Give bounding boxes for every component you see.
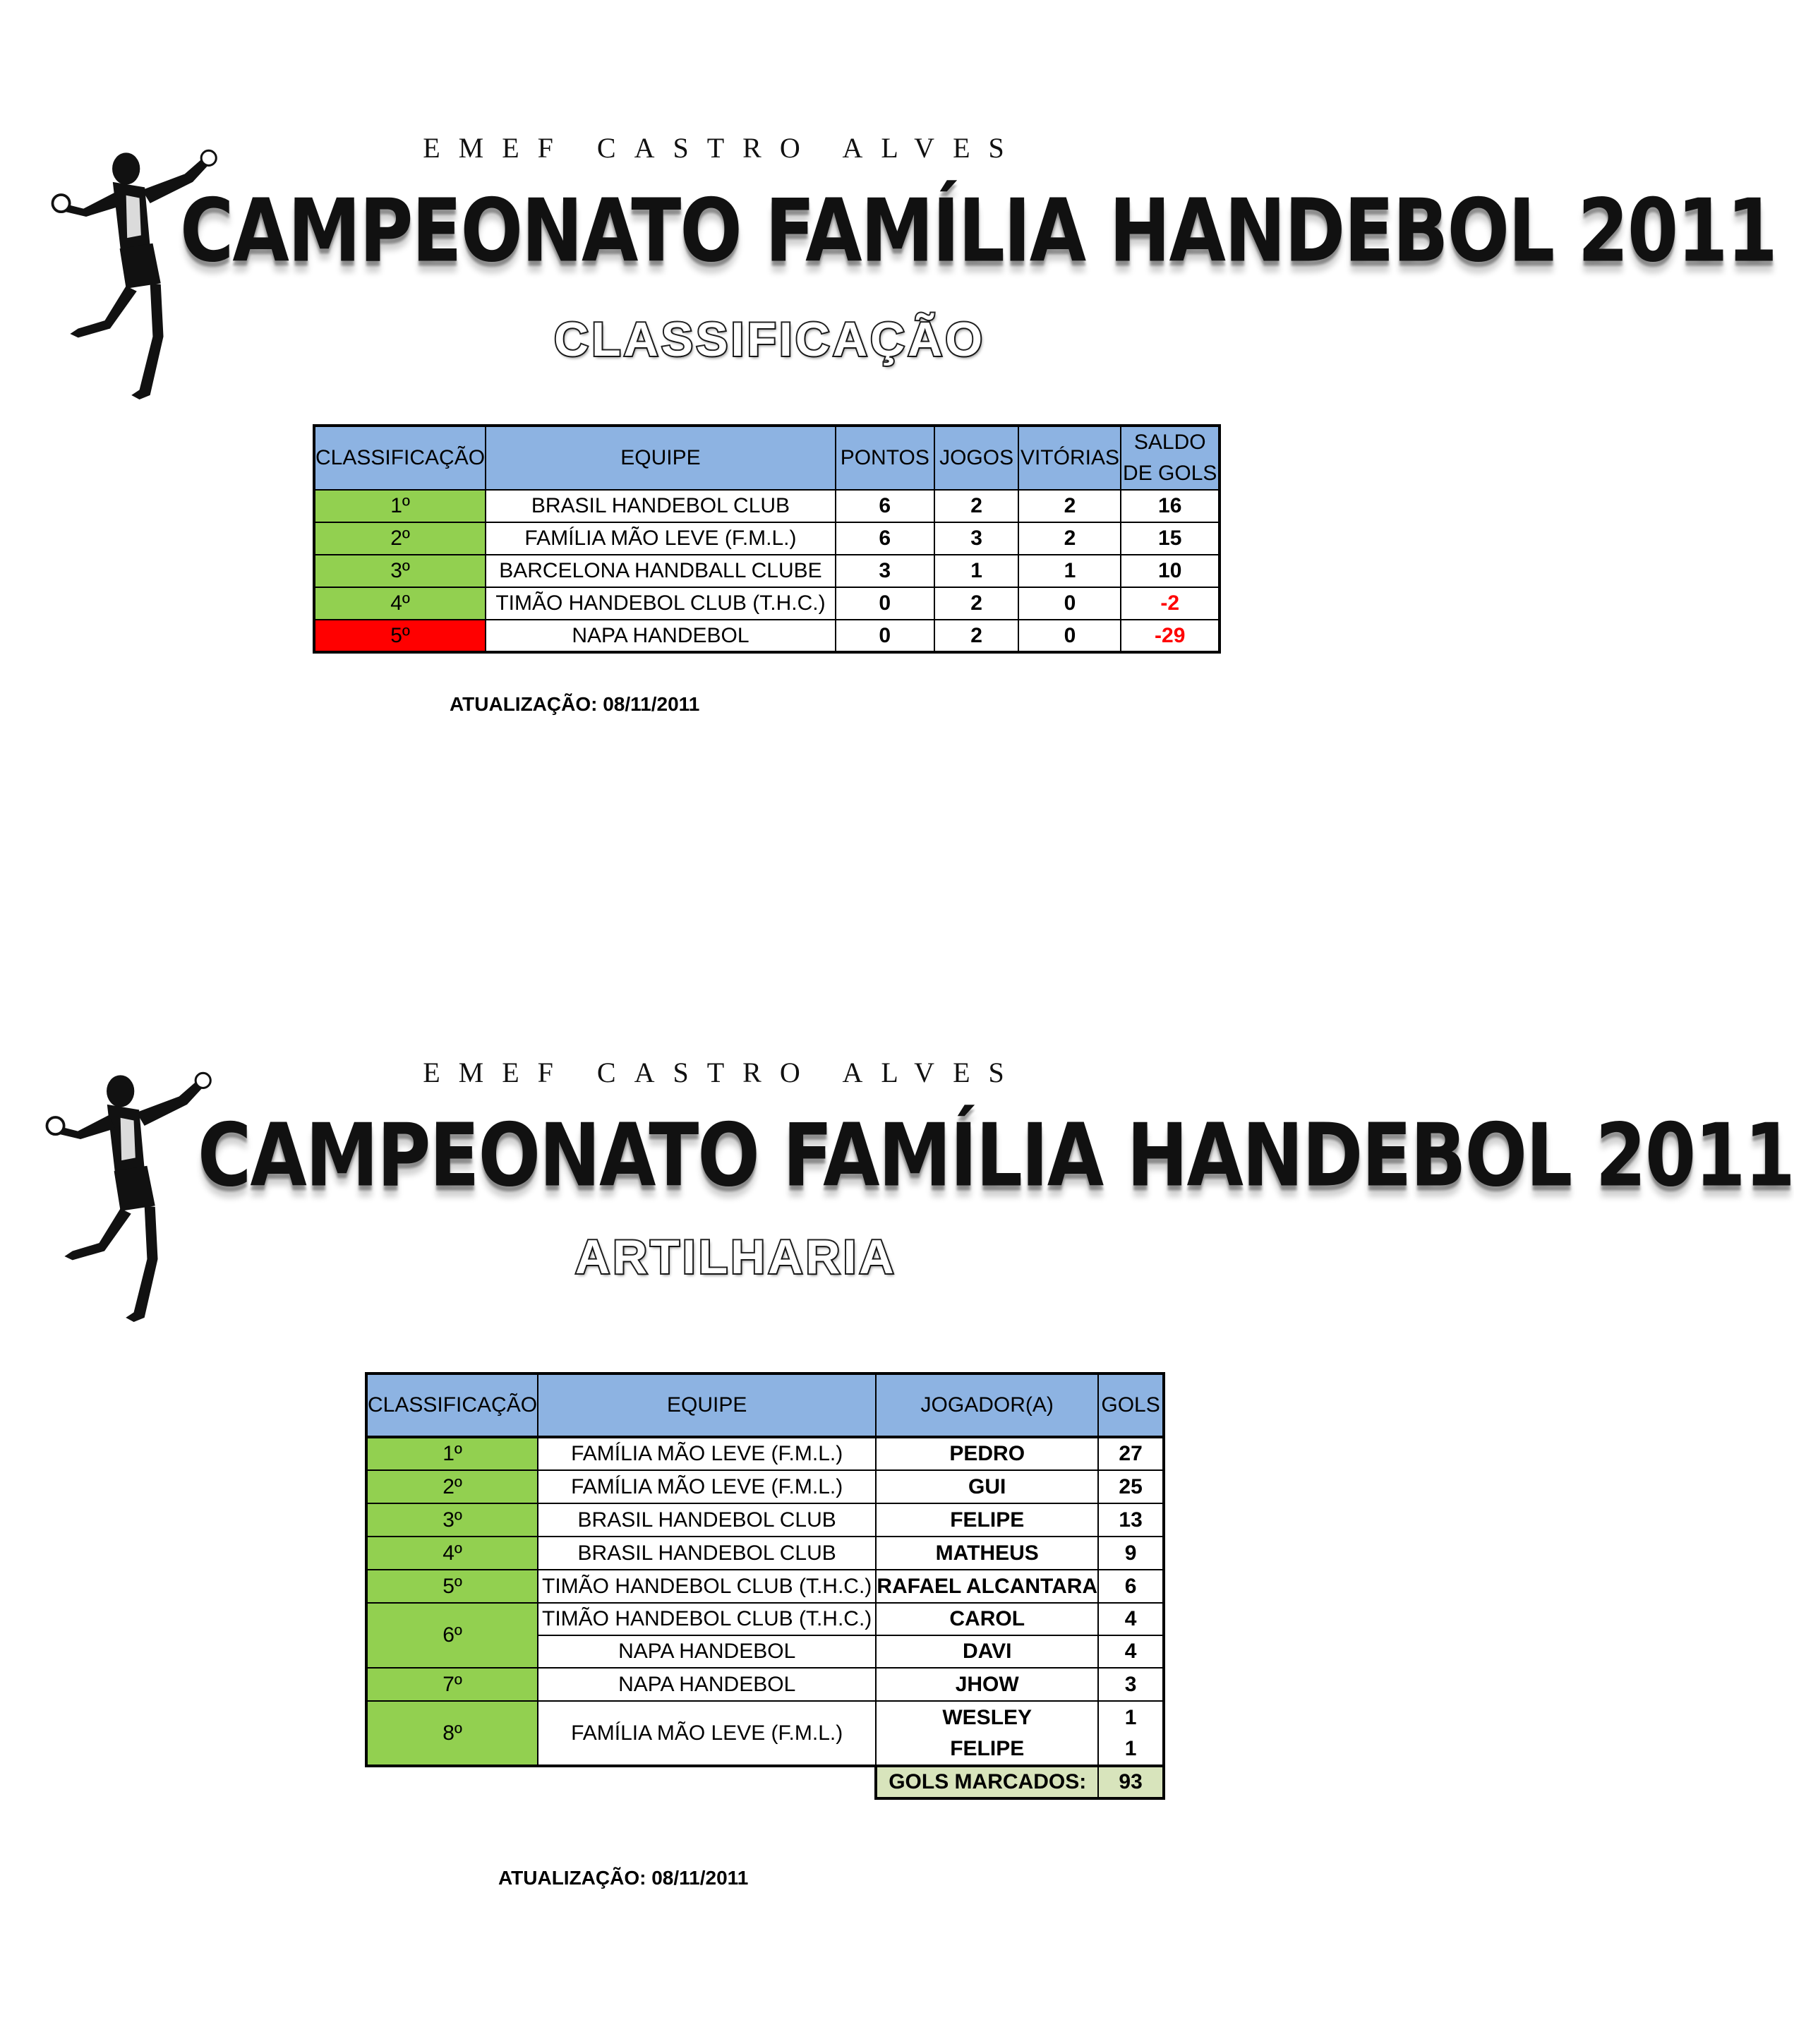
points-cell: 0	[836, 620, 934, 652]
player-cell: WESLEY	[876, 1701, 1098, 1733]
goals-cell: 3	[1098, 1668, 1164, 1701]
table-row	[366, 1503, 1164, 1537]
points-cell: 0	[836, 587, 934, 620]
standings-header-row	[314, 426, 1220, 490]
header-vitorias: VITÓRIAS	[1018, 426, 1121, 490]
team-cell: BARCELONA HANDBALL CLUBE	[486, 555, 836, 587]
team-cell: BRASIL HANDEBOL CLUB	[538, 1537, 876, 1570]
school-name: EMEF CASTRO ALVES	[423, 132, 1023, 164]
games-cell: 2	[934, 587, 1019, 620]
position-cell: 2º	[366, 1470, 538, 1503]
goal-diff-cell: 16	[1121, 490, 1220, 522]
games-cell: 2	[934, 620, 1019, 652]
games-cell: 2	[934, 490, 1019, 522]
goals-cell: 25	[1098, 1470, 1164, 1503]
position-cell: 1º	[366, 1437, 538, 1470]
team-cell: TIMÃO HANDEBOL CLUB (T.H.C.)	[538, 1570, 876, 1603]
position-cell: 4º	[366, 1537, 538, 1570]
goal-diff-cell: -29	[1121, 620, 1220, 652]
wins-cell: 2	[1018, 490, 1121, 522]
position-cell: 4º	[314, 587, 486, 620]
standings-title: CLASSIFICAÇÃO	[554, 313, 986, 366]
total-row	[366, 1766, 1164, 1798]
table-row	[366, 1570, 1164, 1603]
goals-cell: 6	[1098, 1570, 1164, 1603]
header-pontos: PONTOS	[836, 426, 934, 490]
points-cell: 6	[836, 522, 934, 555]
header-saldo	[1121, 426, 1220, 490]
team-cell: BRASIL HANDEBOL CLUB	[486, 490, 836, 522]
wins-cell: 2	[1018, 522, 1121, 555]
table-row	[314, 522, 1220, 555]
goal-diff-cell: -2	[1121, 587, 1220, 620]
team-cell: NAPA HANDEBOL	[538, 1668, 876, 1701]
position-cell: 3º	[314, 555, 486, 587]
goals-cell: 9	[1098, 1537, 1164, 1570]
player-cell: CAROL	[876, 1603, 1098, 1635]
team-cell: NAPA HANDEBOL	[486, 620, 836, 652]
school-name: EMEF CASTRO ALVES	[423, 1057, 1023, 1088]
position-cell: 1º	[314, 490, 486, 522]
team-cell: FAMÍLIA MÃO LEVE (F.M.L.)	[538, 1437, 876, 1470]
team-cell: NAPA HANDEBOL	[538, 1635, 876, 1668]
team-cell: FAMÍLIA MÃO LEVE (F.M.L.)	[538, 1470, 876, 1503]
championship-banner: CAMPEONATO FAMÍLIA HANDEBOL 2011	[198, 1105, 1794, 1206]
player-cell: JHOW	[876, 1668, 1098, 1701]
header-equipe: EQUIPE	[486, 426, 836, 490]
header-gols: GOLS	[1098, 1373, 1164, 1437]
header-jogador: JOGADOR(A)	[876, 1373, 1098, 1437]
position-cell: 5º	[314, 620, 486, 652]
player-cell: MATHEUS	[876, 1537, 1098, 1570]
position-cell: 6º	[366, 1603, 538, 1668]
scorers-header-row	[366, 1373, 1164, 1437]
player-cell: FELIPE	[876, 1733, 1098, 1766]
player-cell: GUI	[876, 1470, 1098, 1503]
position-cell: 3º	[366, 1503, 538, 1537]
goals-cell: 13	[1098, 1503, 1164, 1537]
standings-table	[313, 424, 1221, 654]
games-cell: 1	[934, 555, 1019, 587]
table-row	[366, 1668, 1164, 1701]
table-row	[314, 555, 1220, 587]
wins-cell: 0	[1018, 620, 1121, 652]
goals-cell: 1	[1098, 1701, 1164, 1733]
total-goals-label: GOLS MARCADOS:	[876, 1766, 1098, 1798]
header-saldo-line2: DE GOLS	[1123, 462, 1217, 485]
team-cell: TIMÃO HANDEBOL CLUB (T.H.C.)	[538, 1603, 876, 1635]
wins-cell: 1	[1018, 555, 1121, 587]
total-goals-value: 93	[1098, 1766, 1164, 1798]
scorers-title: ARTILHARIA	[575, 1230, 897, 1284]
table-row	[366, 1537, 1164, 1570]
goals-cell: 4	[1098, 1635, 1164, 1668]
table-row	[366, 1603, 1164, 1635]
scorers-table	[365, 1372, 1165, 1800]
table-row	[314, 620, 1220, 652]
team-cell: TIMÃO HANDEBOL CLUB (T.H.C.)	[486, 587, 836, 620]
team-cell: FAMÍLIA MÃO LEVE (F.M.L.)	[486, 522, 836, 555]
team-cell: BRASIL HANDEBOL CLUB	[538, 1503, 876, 1537]
table-row	[366, 1437, 1164, 1470]
position-cell: 8º	[366, 1701, 538, 1766]
header-classificacao: CLASSIFICAÇÃO	[366, 1373, 538, 1437]
goals-cell: 27	[1098, 1437, 1164, 1470]
points-cell: 6	[836, 490, 934, 522]
games-cell: 3	[934, 522, 1019, 555]
goals-cell: 4	[1098, 1603, 1164, 1635]
position-cell: 7º	[366, 1668, 538, 1701]
header-equipe: EQUIPE	[538, 1373, 876, 1437]
scorers-update-date: ATUALIZAÇÃO: 08/11/2011	[498, 1867, 749, 1889]
goal-diff-cell: 15	[1121, 522, 1220, 555]
player-cell: PEDRO	[876, 1437, 1098, 1470]
header-saldo-line1: SALDO	[1133, 431, 1206, 454]
header-classificacao: CLASSIFICAÇÃO	[314, 426, 486, 490]
header-jogos: JOGOS	[934, 426, 1019, 490]
wins-cell: 0	[1018, 587, 1121, 620]
table-row	[366, 1470, 1164, 1503]
goal-diff-cell: 10	[1121, 555, 1220, 587]
table-row	[314, 587, 1220, 620]
player-cell: FELIPE	[876, 1503, 1098, 1537]
team-cell: FAMÍLIA MÃO LEVE (F.M.L.)	[538, 1701, 876, 1766]
table-row	[366, 1701, 1164, 1733]
table-row	[314, 490, 1220, 522]
goals-cell: 1	[1098, 1733, 1164, 1766]
position-cell: 2º	[314, 522, 486, 555]
player-cell: DAVI	[876, 1635, 1098, 1668]
position-cell: 5º	[366, 1570, 538, 1603]
player-cell: RAFAEL ALCANTARA	[876, 1570, 1098, 1603]
standings-update-date: ATUALIZAÇÃO: 08/11/2011	[450, 693, 700, 715]
points-cell: 3	[836, 555, 934, 587]
championship-banner: CAMPEONATO FAMÍLIA HANDEBOL 2011	[180, 180, 1776, 282]
